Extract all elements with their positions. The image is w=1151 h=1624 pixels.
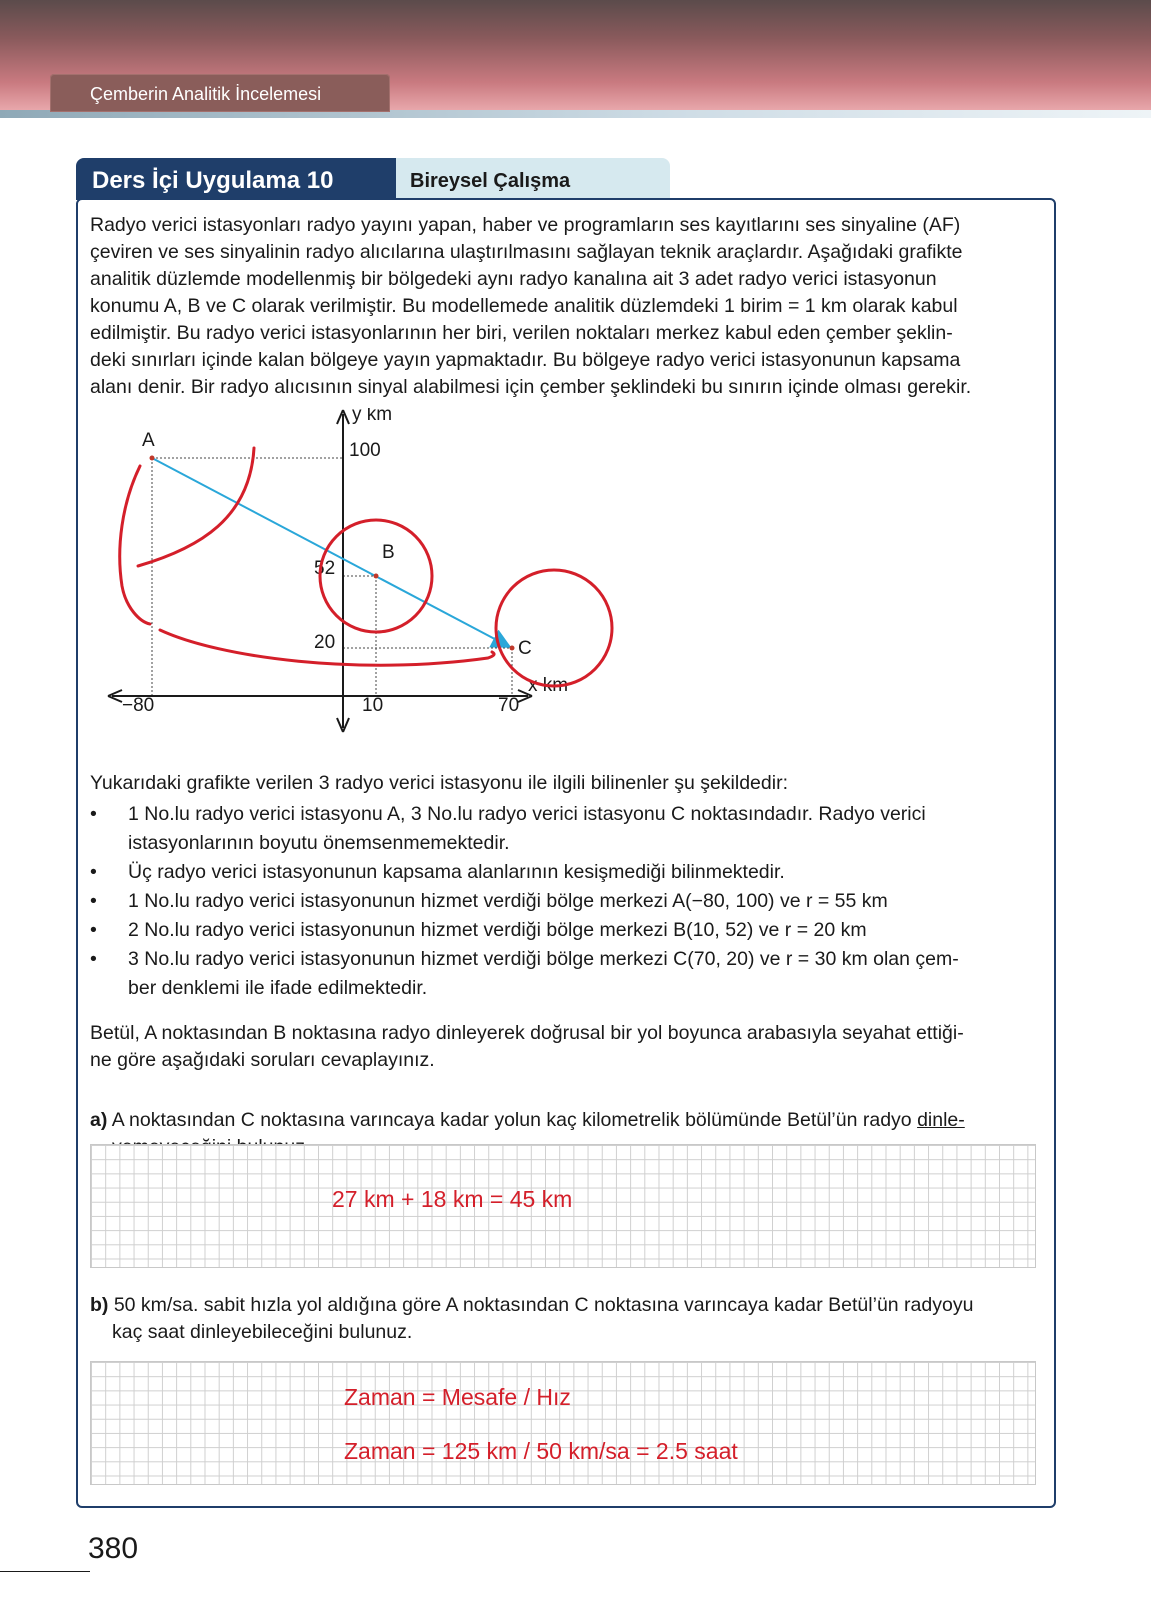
lead-text: Yukarıdaki grafikte verilen 3 radyo verici istasyonu ile ilgili bilinenler şu şekildedir: (90, 772, 788, 794)
list-item (90, 887, 1040, 916)
chapter-title: Çemberin Analitik İncelemesi (90, 84, 322, 104)
coordinate-graph (100, 408, 620, 748)
point-c-label: C (518, 638, 532, 659)
point-a-label: A (142, 430, 155, 451)
activity-title: Ders İçi Uygulama 10 (92, 167, 334, 194)
y-axis-label: y km (352, 408, 393, 425)
intro-line: Radyo verici istasyonları radyo yayını yapan, haber ve programların ses kayıtlarını ses sinyaline (AF) (90, 214, 961, 236)
answer-a-handwriting: 27 km + 18 km = 45 km (332, 1186, 573, 1212)
activity-mode: Bireysel Çalışma (410, 170, 571, 192)
arc-a-left (120, 466, 150, 624)
y-tick-label: 20 (314, 632, 336, 653)
intro-line: edilmiştir. Bu radyo verici istasyonlarının her biri, verilen noktaları merkez kabul eden çember şeklin- (90, 322, 953, 344)
intro-line: deki sınırları içinde kalan bölgeye yayın yapmaktadır. Bu bölgeye radyo verici istasyonunun kapsama (90, 349, 961, 371)
point-a (150, 456, 155, 461)
list-item (90, 945, 1040, 1003)
answer-b-handwriting-2: Zaman = 125 km / 50 km/sa = 2.5 saat (344, 1438, 738, 1464)
scenario-paragraph (90, 1020, 1040, 1074)
y-tick-label: 100 (349, 440, 381, 461)
arc-a-upper (138, 448, 254, 566)
answer-b-handwriting-1: Zaman = Mesafe / Hız (344, 1384, 571, 1410)
handwritten-circles (120, 448, 612, 686)
question-b-text: 50 km/sa. sabit hızla yol aldığına göre A noktasından C noktasına varıncaya kadar Betül’ün radyoyu (113, 1294, 974, 1316)
question-b-label: b) (90, 1294, 109, 1316)
list-item-line: • 3 No.lu radyo verici istasyonunun hizmet verdiği bölge merkezi C(70, 20) ve r = 30 km olan çem- (128, 948, 959, 970)
x-tick-label: −80 (122, 695, 155, 716)
point-b-label: B (382, 542, 395, 563)
list-item-line: • Üç radyo verici istasyonunun kapsama alanlarının kesişmediği bilinmektedir. (128, 861, 785, 883)
list-item (90, 800, 1040, 858)
point-b (374, 574, 379, 579)
list-item-line: • 2 No.lu radyo verici istasyonunun hizmet verdiği bölge merkezi B(10, 52) ve r = 20 km (128, 919, 867, 941)
list-item (90, 858, 1040, 887)
facts-list (90, 800, 1040, 1003)
list-item-line: istasyonlarının boyutu önemsenmemektedir. (128, 832, 510, 854)
y-tick-label: 52 (314, 558, 336, 579)
circle-c-drawn (496, 570, 612, 686)
page-number: 380 (88, 1532, 139, 1565)
path-segment-a-c (152, 458, 508, 646)
scenario-line: ne göre aşağıdaki soruları cevaplayınız. (90, 1049, 435, 1071)
x-tick-label: 10 (362, 695, 384, 716)
question-b-text: kaç saat dinleyebileceğini bulunuz. (112, 1321, 413, 1343)
answer-grid-b[interactable] (90, 1361, 1036, 1485)
list-item (90, 916, 1040, 945)
list-item-line: • 1 No.lu radyo verici istasyonunun hizmet verdiği bölge merkezi A(−80, 100) ve r = 55 km (128, 890, 888, 912)
list-item-line: • 1 No.lu radyo verici istasyonu A, 3 No.lu radyo verici istasyonu C noktasındadır. Radyo verici (128, 803, 926, 825)
question-b (90, 1292, 973, 1346)
question-a-underlined: dinle- (917, 1109, 965, 1131)
x-axis-label: x km (528, 675, 569, 696)
question-a-text: A noktasından C noktasına varıncaya kadar yolun kaç kilometrelik bölümünde Betül’ün radyo (111, 1109, 912, 1131)
page-number-rule (0, 1571, 90, 1572)
intro-line: analitik düzlemde modellenmiş bir bölgedeki aynı radyo kanalına ait 3 adet radyo verici istasyonun (90, 268, 937, 290)
intro-line: çeviren ve ses sinyalinin radyo alıcılarına ulaştırılmasını sağlayan teknik araçlardır. Aşağıdaki grafikte (90, 241, 963, 263)
intro-line: konumu A, B ve C olarak verilmiştir. Bu modellemede analitik düzlemdeki 1 birim = 1 km olarak kabul (90, 295, 958, 317)
question-a-label: a) (90, 1109, 108, 1131)
x-tick-label: 70 (498, 695, 520, 716)
scenario-line: Betül, A noktasından B noktasına radyo dinleyerek doğrusal bir yol boyunca arabasıyla seyahat ettiği- (90, 1022, 964, 1044)
intro-paragraph (90, 212, 1040, 401)
list-item-line: ber denklemi ile ifade edilmektedir. (128, 977, 428, 999)
point-c (510, 646, 515, 651)
intro-line: alanı denir. Bir radyo alıcısının sinyal alabilmesi için çember şeklindeki bu sınırın içinde olması gerekir. (90, 376, 972, 398)
